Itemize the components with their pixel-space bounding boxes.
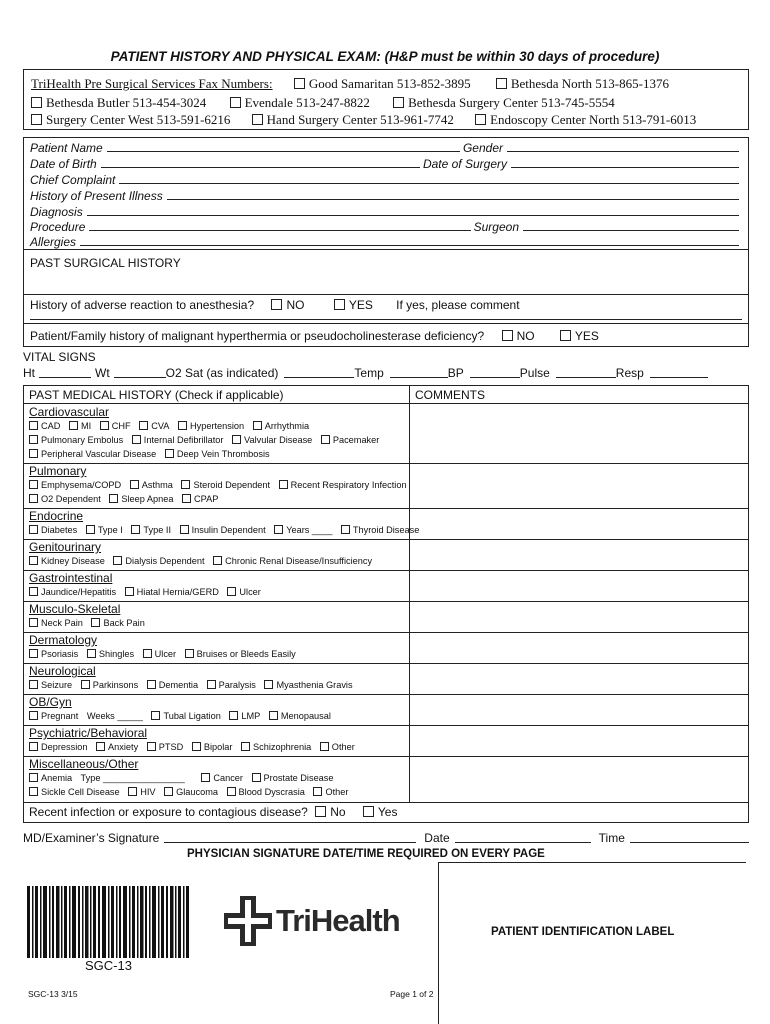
- fax-bethesda-north[interactable]: Bethesda North 513-865-1376: [496, 76, 669, 91]
- checkbox[interactable]: [29, 494, 38, 503]
- allergies-label: Allergies: [30, 235, 77, 249]
- years-option[interactable]: Years ____: [274, 525, 332, 535]
- patient-name-label: Patient Name: [30, 141, 103, 155]
- diagnosis-label: Diagnosis: [30, 205, 83, 219]
- misc-title: Miscellaneous/Other: [29, 757, 139, 771]
- past-surgical-history-box[interactable]: [23, 249, 749, 295]
- chief-complaint-field[interactable]: [119, 183, 739, 184]
- checkbox[interactable]: [269, 711, 278, 720]
- checkbox[interactable]: [181, 480, 190, 489]
- checkbox[interactable]: [31, 97, 42, 108]
- hpi-field[interactable]: [167, 199, 739, 200]
- seizure-option[interactable]: Seizure: [29, 680, 72, 690]
- checkbox[interactable]: [29, 556, 38, 565]
- checkbox[interactable]: [252, 773, 261, 782]
- checkbox[interactable]: [100, 421, 109, 430]
- genitourinary-title: Genitourinary: [29, 540, 102, 554]
- mi-option[interactable]: MI: [69, 421, 91, 431]
- checkbox[interactable]: [313, 787, 322, 796]
- psychiatric-title: Psychiatric/Behavioral: [29, 726, 148, 740]
- checkbox[interactable]: [31, 114, 42, 125]
- kidney-disease-option[interactable]: Kidney Disease: [29, 556, 105, 566]
- form-title: PATIENT HISTORY AND PHYSICAL EXAM: (H&P must be within 30 days of procedure): [110, 49, 660, 64]
- checkbox[interactable]: [180, 525, 189, 534]
- checkbox[interactable]: [207, 680, 216, 689]
- procedure-label: Procedure: [30, 220, 86, 234]
- checkbox[interactable]: [274, 525, 283, 534]
- fax-good-samaritan[interactable]: Good Samaritan 513-852-3895: [294, 76, 471, 91]
- patient-info-box: [23, 137, 749, 250]
- diagnosis-field[interactable]: [87, 215, 739, 216]
- type1-option[interactable]: Type I: [86, 525, 123, 535]
- hyperthermia-box: [23, 323, 749, 347]
- fax-evendale[interactable]: Evendale 513-247-8822: [230, 95, 370, 110]
- anesthesia-comment-label: If yes, please comment: [396, 298, 520, 312]
- pulse-label: Pulse: [519, 366, 550, 380]
- psoriasis-option[interactable]: Psoriasis: [29, 649, 78, 659]
- md-signature-label: MD/Examiner’s Signature: [23, 831, 160, 845]
- barcode-icon: [27, 886, 189, 958]
- checkbox[interactable]: [185, 649, 194, 658]
- checkbox[interactable]: [125, 587, 134, 596]
- derm-ulcer-option[interactable]: Ulcer: [143, 649, 176, 659]
- neurological-title: Neurological: [29, 664, 96, 678]
- checkbox[interactable]: [475, 114, 486, 125]
- trihealth-logo: [224, 896, 400, 946]
- dob-label: Date of Birth: [30, 157, 97, 171]
- checkbox[interactable]: [147, 742, 156, 751]
- paralysis-option[interactable]: Paralysis: [207, 680, 256, 690]
- checkbox[interactable]: [151, 711, 160, 720]
- temp-field[interactable]: [390, 377, 448, 378]
- dob-field[interactable]: [101, 167, 420, 168]
- fax-bethesda-butler[interactable]: Bethesda Butler 513-454-3024: [31, 95, 206, 110]
- tubal-ligation-option[interactable]: Tubal Ligation: [151, 711, 220, 721]
- checkbox[interactable]: [201, 773, 210, 782]
- surgeon-field[interactable]: [523, 230, 739, 231]
- checkbox[interactable]: [252, 114, 263, 125]
- comments-header: COMMENTS: [415, 388, 485, 402]
- insulin-dependent-option[interactable]: Insulin Dependent: [180, 525, 266, 535]
- allergies-field[interactable]: [80, 245, 739, 246]
- checkbox[interactable]: [182, 494, 191, 503]
- misc-other-option[interactable]: Other: [313, 787, 348, 797]
- checkbox[interactable]: [29, 587, 38, 596]
- checkbox[interactable]: [320, 742, 329, 751]
- anxiety-option[interactable]: Anxiety: [96, 742, 138, 752]
- gastrointestinal-title: Gastrointestinal: [29, 571, 113, 585]
- anesthesia-box: [23, 294, 749, 324]
- past-surgical-history-label: PAST SURGICAL HISTORY: [30, 256, 181, 270]
- cancer-option[interactable]: Cancer: [201, 773, 243, 783]
- depression-option[interactable]: Depression: [29, 742, 87, 752]
- ht-label: Ht: [23, 366, 35, 380]
- cardiovascular-title: Cardiovascular: [29, 405, 110, 419]
- pmh-header: PAST MEDICAL HISTORY (Check if applicable): [29, 388, 284, 402]
- menopausal-option[interactable]: Menopausal: [269, 711, 331, 721]
- md-signature-field[interactable]: [164, 842, 416, 843]
- hiv-option[interactable]: HIV: [128, 787, 155, 797]
- cva-option[interactable]: CVA: [139, 421, 169, 431]
- checkbox[interactable]: [29, 421, 38, 430]
- checkbox[interactable]: [253, 421, 262, 430]
- steroid-dependent-option[interactable]: Steroid Dependent: [181, 480, 270, 490]
- chief-complaint-label: Chief Complaint: [30, 173, 116, 187]
- dos-field[interactable]: [511, 167, 739, 168]
- checkbox[interactable]: [496, 78, 507, 89]
- anemia-type-field[interactable]: Type ________________: [80, 773, 185, 783]
- checkbox[interactable]: [131, 525, 140, 534]
- checkbox[interactable]: [363, 806, 374, 817]
- checkbox[interactable]: [393, 97, 404, 108]
- fax-bethesda-surgery-center[interactable]: Bethesda Surgery Center 513-745-5554: [393, 95, 615, 110]
- checkbox[interactable]: [132, 435, 141, 444]
- arrhythmia-option[interactable]: Arrhythmia: [253, 421, 309, 431]
- dialysis-dependent-option[interactable]: Dialysis Dependent: [113, 556, 204, 566]
- respiratory-infection-option[interactable]: Recent Respiratory Infection: [279, 480, 407, 490]
- form-id: SGC-13 3/15: [28, 989, 78, 999]
- checkbox[interactable]: [139, 421, 148, 430]
- gender-field[interactable]: [507, 151, 739, 152]
- type2-option[interactable]: Type II: [131, 525, 171, 535]
- anemia-option[interactable]: Anemia: [29, 773, 72, 783]
- cad-option[interactable]: CAD: [29, 421, 60, 431]
- bp-label: BP: [447, 366, 464, 380]
- cpap-option[interactable]: CPAP: [182, 494, 218, 504]
- endocrine-title: Endocrine: [29, 509, 84, 523]
- back-pain-option[interactable]: Back Pain: [91, 618, 144, 628]
- date-field[interactable]: [455, 842, 591, 843]
- infection-question: Recent infection or exposure to contagious disease?: [29, 805, 308, 819]
- checkbox[interactable]: [178, 421, 187, 430]
- neck-pain-option[interactable]: Neck Pain: [29, 618, 83, 628]
- fax-surgery-center-west[interactable]: Surgery Center West 513-591-6216: [31, 112, 230, 127]
- trihealth-cross-icon: [224, 896, 272, 946]
- weeks-field[interactable]: Weeks _____: [86, 711, 143, 721]
- anesthesia-no[interactable]: NO: [271, 298, 304, 312]
- checkbox[interactable]: [29, 680, 38, 689]
- checkbox[interactable]: [192, 742, 201, 751]
- hypertension-option[interactable]: Hypertension: [178, 421, 244, 431]
- prostate-disease-option[interactable]: Prostate Disease: [252, 773, 334, 783]
- thyroid-disease-option[interactable]: Thyroid Disease: [341, 525, 419, 535]
- psych-other-option[interactable]: Other: [320, 742, 355, 752]
- checkbox[interactable]: [315, 806, 326, 817]
- bruises-option[interactable]: Bruises or Bleeds Easily: [185, 649, 296, 659]
- musculoskeletal-title: Musculo-Skeletal: [29, 602, 121, 616]
- checkbox[interactable]: [86, 525, 95, 534]
- pacemaker-option[interactable]: Pacemaker: [321, 435, 379, 445]
- wt-label: Wt: [95, 366, 110, 380]
- temp-label: Temp: [354, 366, 384, 380]
- surgeon-label: Surgeon: [473, 220, 519, 234]
- checkbox[interactable]: [213, 556, 222, 565]
- pregnant-option[interactable]: Pregnant: [29, 711, 78, 721]
- glaucoma-option[interactable]: Glaucoma: [164, 787, 218, 797]
- bp-field[interactable]: [470, 377, 520, 378]
- checkbox[interactable]: [165, 449, 174, 458]
- checkbox[interactable]: [29, 525, 38, 534]
- page-number: Page 1 of 2: [390, 989, 434, 999]
- infection-no[interactable]: No: [315, 805, 345, 819]
- wt-field[interactable]: [114, 377, 166, 378]
- o2-label: O2 Sat (as indicated): [165, 366, 279, 380]
- checkbox[interactable]: [81, 680, 90, 689]
- sleep-apnea-option[interactable]: Sleep Apnea: [109, 494, 173, 504]
- checkbox[interactable]: [143, 649, 152, 658]
- valvular-disease-option[interactable]: Valvular Disease: [232, 435, 312, 445]
- signature-row: [23, 831, 749, 845]
- myasthenia-gravis-option[interactable]: Myasthenia Gravis: [264, 680, 352, 690]
- signature-required-note: PHYSICIAN SIGNATURE DATE/TIME REQUIRED ON EVERY PAGE: [187, 848, 545, 860]
- emphysema-option[interactable]: Emphysema/COPD: [29, 480, 121, 490]
- checkbox[interactable]: [164, 787, 173, 796]
- dementia-option[interactable]: Dementia: [147, 680, 198, 690]
- chronic-renal-option[interactable]: Chronic Renal Disease/Insufficiency: [213, 556, 372, 566]
- ht-field[interactable]: [39, 377, 91, 378]
- checkbox[interactable]: [321, 435, 330, 444]
- checkbox[interactable]: [29, 480, 38, 489]
- infection-yes[interactable]: Yes: [363, 805, 398, 819]
- gender-label: Gender: [462, 141, 503, 155]
- vital-signs-row: [23, 366, 749, 380]
- dermatology-title: Dermatology: [29, 633, 98, 647]
- checkbox[interactable]: [294, 78, 305, 89]
- checkbox[interactable]: [241, 742, 250, 751]
- checkbox[interactable]: [271, 299, 282, 310]
- o2-field[interactable]: [284, 377, 354, 378]
- checkbox[interactable]: [29, 435, 38, 444]
- parkinsons-option[interactable]: Parkinsons: [81, 680, 138, 690]
- checkbox[interactable]: [128, 787, 137, 796]
- logo-text: TriHealth: [276, 903, 400, 938]
- checkbox[interactable]: [87, 649, 96, 658]
- time-field[interactable]: [630, 842, 749, 843]
- checkbox[interactable]: [29, 787, 38, 796]
- shingles-option[interactable]: Shingles: [87, 649, 134, 659]
- patient-name-field[interactable]: [107, 151, 460, 152]
- fax-numbers-box: [23, 69, 749, 130]
- bipolar-option[interactable]: Bipolar: [192, 742, 233, 752]
- checkbox[interactable]: [29, 649, 38, 658]
- hyperthermia-yes[interactable]: YES: [560, 329, 599, 343]
- sickle-cell-option[interactable]: Sickle Cell Disease: [29, 787, 120, 797]
- o2-dependent-option[interactable]: O2 Dependent: [29, 494, 101, 504]
- checkbox[interactable]: [227, 787, 236, 796]
- checkbox[interactable]: [29, 711, 38, 720]
- checkbox[interactable]: [334, 299, 345, 310]
- obgyn-title: OB/Gyn: [29, 695, 72, 709]
- checkbox[interactable]: [91, 618, 100, 627]
- blood-dyscrasia-option[interactable]: Blood Dyscrasia: [227, 787, 305, 797]
- checkbox[interactable]: [279, 480, 288, 489]
- patient-id-label: PATIENT IDENTIFICATION LABEL: [491, 926, 675, 938]
- fax-hand-surgery-center[interactable]: Hand Surgery Center 513-961-7742: [252, 112, 454, 127]
- anesthesia-question: History of adverse reaction to anesthesia?: [30, 298, 255, 312]
- date-label: Date: [424, 831, 450, 845]
- anesthesia-comment-line[interactable]: [30, 319, 742, 320]
- dos-label: Date of Surgery: [422, 157, 507, 171]
- ptsd-option[interactable]: PTSD: [147, 742, 184, 752]
- pulmonary-embolus-option[interactable]: Pulmonary Embolus: [29, 435, 123, 445]
- asthma-option[interactable]: Asthma: [130, 480, 173, 490]
- anesthesia-yes[interactable]: YES: [334, 298, 373, 312]
- time-label: Time: [598, 831, 625, 845]
- jaundice-option[interactable]: Jaundice/Hepatitis: [29, 587, 116, 597]
- past-medical-history-table: [23, 385, 749, 823]
- peripheral-vascular-option[interactable]: Peripheral Vascular Disease: [29, 449, 156, 459]
- checkbox[interactable]: [341, 525, 350, 534]
- dvt-option[interactable]: Deep Vein Thrombosis: [165, 449, 270, 459]
- schizophrenia-option[interactable]: Schizophrenia: [241, 742, 311, 752]
- resp-label: Resp: [615, 366, 644, 380]
- checkbox[interactable]: [147, 680, 156, 689]
- barcode-code: SGC-13: [85, 958, 132, 973]
- checkbox[interactable]: [113, 556, 122, 565]
- procedure-field[interactable]: [89, 230, 470, 231]
- checkbox[interactable]: [29, 618, 38, 627]
- hpi-label: History of Present Illness: [30, 189, 163, 203]
- checkbox[interactable]: [230, 97, 241, 108]
- pulse-field[interactable]: [556, 377, 616, 378]
- checkbox[interactable]: [29, 742, 38, 751]
- fax-label: TriHealth Pre Surgical Services Fax Numbers:: [31, 76, 273, 91]
- chf-option[interactable]: CHF: [100, 421, 131, 431]
- checkbox[interactable]: [130, 480, 139, 489]
- internal-defibrillator-option[interactable]: Internal Defibrillator: [132, 435, 224, 445]
- checkbox[interactable]: [96, 742, 105, 751]
- checkbox[interactable]: [109, 494, 118, 503]
- lmp-option[interactable]: LMP: [229, 711, 260, 721]
- hyperthermia-no[interactable]: NO: [502, 329, 535, 343]
- resp-field[interactable]: [650, 377, 708, 378]
- vital-signs-title: VITAL SIGNS: [23, 350, 96, 364]
- gi-ulcer-option[interactable]: Ulcer: [227, 587, 260, 597]
- pulmonary-title: Pulmonary: [29, 464, 87, 478]
- diabetes-option[interactable]: Diabetes: [29, 525, 77, 535]
- hyperthermia-question: Patient/Family history of malignant hyperthermia or pseudocholinesterase deficiency?: [30, 329, 485, 343]
- hiatal-hernia-option[interactable]: Hiatal Hernia/GERD: [125, 587, 219, 597]
- checkbox[interactable]: [227, 587, 236, 596]
- checkbox[interactable]: [264, 680, 273, 689]
- checkbox[interactable]: [502, 330, 513, 341]
- checkbox[interactable]: [29, 449, 38, 458]
- fax-endoscopy-center-north[interactable]: Endoscopy Center North 513-791-6013: [475, 112, 696, 127]
- checkbox[interactable]: [232, 435, 241, 444]
- checkbox[interactable]: [560, 330, 571, 341]
- checkbox[interactable]: [229, 711, 238, 720]
- checkbox[interactable]: [29, 773, 38, 782]
- checkbox[interactable]: [69, 421, 78, 430]
